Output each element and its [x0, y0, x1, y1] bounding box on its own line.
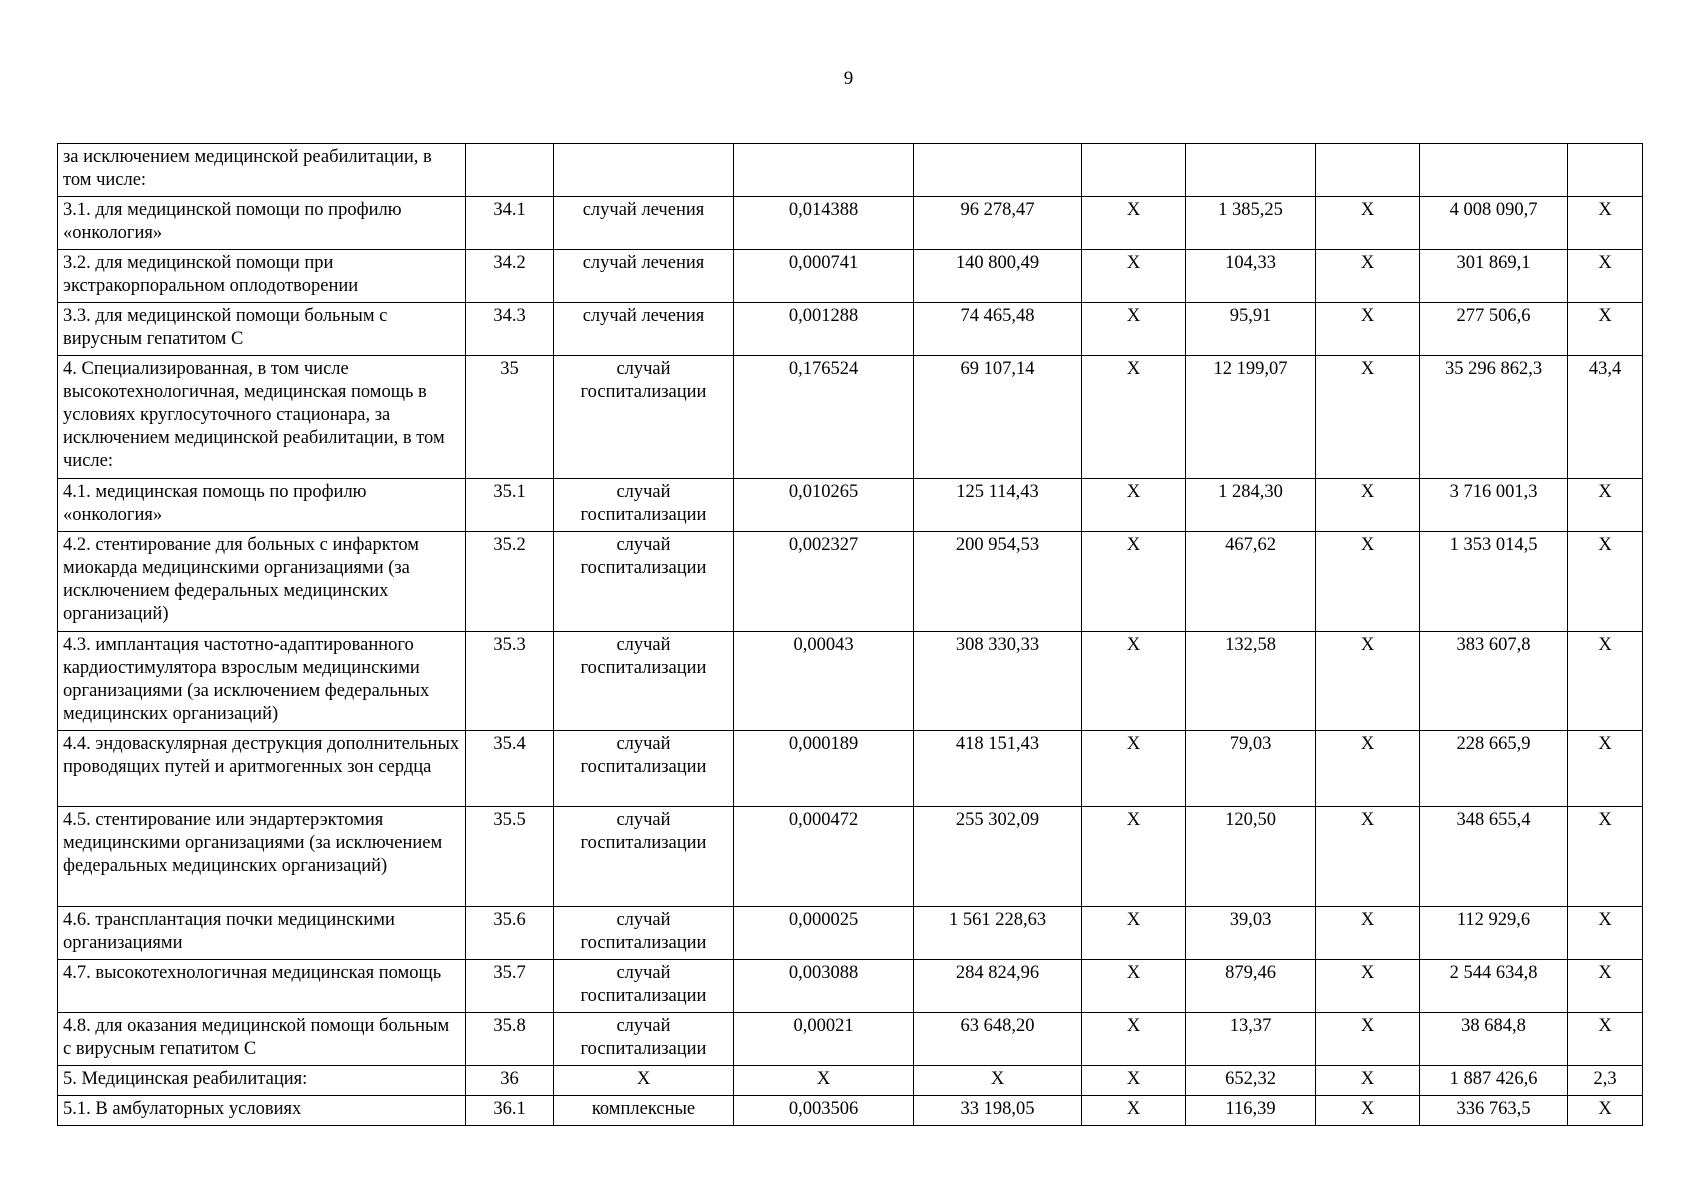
row-norm: 0,000741: [734, 250, 914, 303]
row-mark-1: X: [1082, 1013, 1186, 1066]
data-table: [57, 143, 1643, 1126]
row-per-capita: 467,62: [1186, 532, 1316, 632]
row-code: 34.3: [466, 303, 554, 356]
row-percent: X: [1568, 250, 1643, 303]
row-percent: X: [1568, 532, 1643, 632]
row-norm: 0,001288: [734, 303, 914, 356]
row-cost: [914, 144, 1082, 197]
row-norm: 0,000472: [734, 807, 914, 907]
row-per-capita: 104,33: [1186, 250, 1316, 303]
row-total: 1 353 014,5: [1420, 532, 1568, 632]
row-norm: 0,176524: [734, 356, 914, 479]
row-label: за исключением медицинской реабилитации, в том числе:: [58, 144, 466, 197]
row-unit: комплексные: [554, 1096, 734, 1126]
row-percent: 2,3: [1568, 1066, 1643, 1096]
table-row: [58, 632, 1643, 731]
row-per-capita: 120,50: [1186, 807, 1316, 907]
row-per-capita: 12 199,07: [1186, 356, 1316, 479]
row-total: 2 544 634,8: [1420, 960, 1568, 1013]
row-code: 35.5: [466, 807, 554, 907]
row-percent: X: [1568, 907, 1643, 960]
row-cost: 63 648,20: [914, 1013, 1082, 1066]
row-unit: случай госпитализации: [554, 479, 734, 532]
row-label: 3.1. для медицинской помощи по профилю «онкология»: [58, 197, 466, 250]
row-percent: X: [1568, 1013, 1643, 1066]
row-per-capita: 879,46: [1186, 960, 1316, 1013]
row-mark-2: X: [1316, 1096, 1420, 1126]
row-norm: 0,00043: [734, 632, 914, 731]
row-code: 35.3: [466, 632, 554, 731]
row-unit: случай лечения: [554, 250, 734, 303]
row-total: 35 296 862,3: [1420, 356, 1568, 479]
row-mark-2: X: [1316, 479, 1420, 532]
row-cost: 140 800,49: [914, 250, 1082, 303]
row-percent: X: [1568, 303, 1643, 356]
row-mark-2: [1316, 144, 1420, 197]
row-percent: X: [1568, 479, 1643, 532]
row-mark-1: X: [1082, 632, 1186, 731]
row-cost: 96 278,47: [914, 197, 1082, 250]
row-mark-1: X: [1082, 731, 1186, 807]
row-unit: случай лечения: [554, 303, 734, 356]
row-cost: 284 824,96: [914, 960, 1082, 1013]
row-mark-2: X: [1316, 907, 1420, 960]
table-row: [58, 303, 1643, 356]
row-label: 4.1. медицинская помощь по профилю «онкология»: [58, 479, 466, 532]
table-row: [58, 907, 1643, 960]
row-code: 35.4: [466, 731, 554, 807]
row-cost: 255 302,09: [914, 807, 1082, 907]
row-percent: X: [1568, 731, 1643, 807]
row-code: 35.8: [466, 1013, 554, 1066]
row-code: 36: [466, 1066, 554, 1096]
row-mark-1: X: [1082, 807, 1186, 907]
row-per-capita: 116,39: [1186, 1096, 1316, 1126]
table-row: [58, 250, 1643, 303]
row-cost: 200 954,53: [914, 532, 1082, 632]
row-unit: случай госпитализации: [554, 731, 734, 807]
row-mark-2: X: [1316, 1066, 1420, 1096]
row-total: 112 929,6: [1420, 907, 1568, 960]
row-label: 4.8. для оказания медицинской помощи больным с вирусным гепатитом С: [58, 1013, 466, 1066]
row-percent: X: [1568, 1096, 1643, 1126]
row-per-capita: 79,03: [1186, 731, 1316, 807]
row-norm: 0,002327: [734, 532, 914, 632]
row-unit: случай госпитализации: [554, 532, 734, 632]
row-unit: случай госпитализации: [554, 960, 734, 1013]
row-mark-2: X: [1316, 632, 1420, 731]
row-total: [1420, 144, 1568, 197]
row-mark-1: X: [1082, 532, 1186, 632]
row-label: 4.5. стентирование или эндартерэктомия медицинскими организациями (за исключением федеральных медицинских организаций): [58, 807, 466, 907]
row-mark-2: X: [1316, 303, 1420, 356]
table-row: [58, 197, 1643, 250]
row-code: 34.2: [466, 250, 554, 303]
row-unit: случай госпитализации: [554, 1013, 734, 1066]
row-label: 4.3. имплантация частотно-адаптированного кардиостимулятора взрослым медицинскими организациями (за исключением федеральных медицинских организаций): [58, 632, 466, 731]
row-mark-2: X: [1316, 356, 1420, 479]
row-norm: 0,000189: [734, 731, 914, 807]
row-total: 228 665,9: [1420, 731, 1568, 807]
row-unit: X: [554, 1066, 734, 1096]
row-code: 35: [466, 356, 554, 479]
row-code: 35.7: [466, 960, 554, 1013]
table-row: [58, 144, 1643, 197]
row-total: 38 684,8: [1420, 1013, 1568, 1066]
row-unit: случай госпитализации: [554, 807, 734, 907]
row-label: 4.4. эндоваскулярная деструкция дополнительных проводящих путей и аритмогенных зон сердца: [58, 731, 466, 807]
row-code: [466, 144, 554, 197]
table-row: [58, 532, 1643, 632]
row-total: 277 506,6: [1420, 303, 1568, 356]
row-mark-1: X: [1082, 250, 1186, 303]
row-mark-2: X: [1316, 250, 1420, 303]
row-per-capita: 39,03: [1186, 907, 1316, 960]
row-mark-2: X: [1316, 197, 1420, 250]
row-code: 36.1: [466, 1096, 554, 1126]
table-row: [58, 731, 1643, 807]
row-mark-2: X: [1316, 731, 1420, 807]
row-norm: X: [734, 1066, 914, 1096]
row-norm: 0,003506: [734, 1096, 914, 1126]
row-mark-2: X: [1316, 960, 1420, 1013]
row-code: 35.2: [466, 532, 554, 632]
row-percent: X: [1568, 197, 1643, 250]
row-norm: 0,003088: [734, 960, 914, 1013]
row-per-capita: 1 284,30: [1186, 479, 1316, 532]
row-unit: [554, 144, 734, 197]
row-mark-2: X: [1316, 1013, 1420, 1066]
row-percent: X: [1568, 632, 1643, 731]
table-row: [58, 479, 1643, 532]
row-code: 35.1: [466, 479, 554, 532]
row-mark-1: X: [1082, 1066, 1186, 1096]
row-total: 336 763,5: [1420, 1096, 1568, 1126]
table-row: [58, 807, 1643, 907]
row-mark-1: X: [1082, 356, 1186, 479]
row-unit: случай лечения: [554, 197, 734, 250]
row-label: 4.6. трансплантация почки медицинскими организациями: [58, 907, 466, 960]
row-mark-1: X: [1082, 197, 1186, 250]
row-norm: 0,010265: [734, 479, 914, 532]
row-unit: случай госпитализации: [554, 356, 734, 479]
row-per-capita: 652,32: [1186, 1066, 1316, 1096]
row-mark-2: X: [1316, 807, 1420, 907]
row-unit: случай госпитализации: [554, 907, 734, 960]
row-mark-1: X: [1082, 960, 1186, 1013]
row-label: 3.3. для медицинской помощи больным с вирусным гепатитом С: [58, 303, 466, 356]
row-cost: 74 465,48: [914, 303, 1082, 356]
table-row: [58, 356, 1643, 479]
row-cost: 418 151,43: [914, 731, 1082, 807]
row-cost: 125 114,43: [914, 479, 1082, 532]
row-label: 5.1. В амбулаторных условиях: [58, 1096, 466, 1126]
row-per-capita: 1 385,25: [1186, 197, 1316, 250]
row-label: 5. Медицинская реабилитация:: [58, 1066, 466, 1096]
row-per-capita: 95,91: [1186, 303, 1316, 356]
row-mark-1: X: [1082, 1096, 1186, 1126]
row-norm: 0,014388: [734, 197, 914, 250]
row-total: 348 655,4: [1420, 807, 1568, 907]
row-mark-1: [1082, 144, 1186, 197]
row-cost: X: [914, 1066, 1082, 1096]
row-cost: 308 330,33: [914, 632, 1082, 731]
row-code: 34.1: [466, 197, 554, 250]
row-code: 35.6: [466, 907, 554, 960]
table-row: [58, 960, 1643, 1013]
row-norm: 0,000025: [734, 907, 914, 960]
row-label: 4. Специализированная, в том числе высокотехнологичная, медицинская помощь в условиях круглосуточного стационара, за исключением медицинской реабилитации, в том числе:: [58, 356, 466, 479]
page-number: 9: [843, 68, 854, 89]
row-total: 383 607,8: [1420, 632, 1568, 731]
row-percent: 43,4: [1568, 356, 1643, 479]
table-row: [58, 1096, 1643, 1126]
row-norm: 0,00021: [734, 1013, 914, 1066]
row-per-capita: [1186, 144, 1316, 197]
row-percent: X: [1568, 960, 1643, 1013]
row-norm: [734, 144, 914, 197]
row-total: 301 869,1: [1420, 250, 1568, 303]
row-total: 1 887 426,6: [1420, 1066, 1568, 1096]
row-percent: X: [1568, 807, 1643, 907]
row-label: 3.2. для медицинской помощи при экстракорпоральном оплодотворении: [58, 250, 466, 303]
row-mark-1: X: [1082, 479, 1186, 532]
row-percent: [1568, 144, 1643, 197]
row-unit: случай госпитализации: [554, 632, 734, 731]
row-total: 4 008 090,7: [1420, 197, 1568, 250]
row-cost: 1 561 228,63: [914, 907, 1082, 960]
row-cost: 33 198,05: [914, 1096, 1082, 1126]
row-total: 3 716 001,3: [1420, 479, 1568, 532]
row-mark-1: X: [1082, 907, 1186, 960]
row-per-capita: 13,37: [1186, 1013, 1316, 1066]
row-mark-1: X: [1082, 303, 1186, 356]
table-row: [58, 1066, 1643, 1096]
row-cost: 69 107,14: [914, 356, 1082, 479]
row-mark-2: X: [1316, 532, 1420, 632]
row-label: 4.2. стентирование для больных с инфарктом миокарда медицинскими организациями (за исключением федеральных медицинских организаций): [58, 532, 466, 632]
row-label: 4.7. высокотехнологичная медицинская помощь: [58, 960, 466, 1013]
table-row: [58, 1013, 1643, 1066]
row-per-capita: 132,58: [1186, 632, 1316, 731]
